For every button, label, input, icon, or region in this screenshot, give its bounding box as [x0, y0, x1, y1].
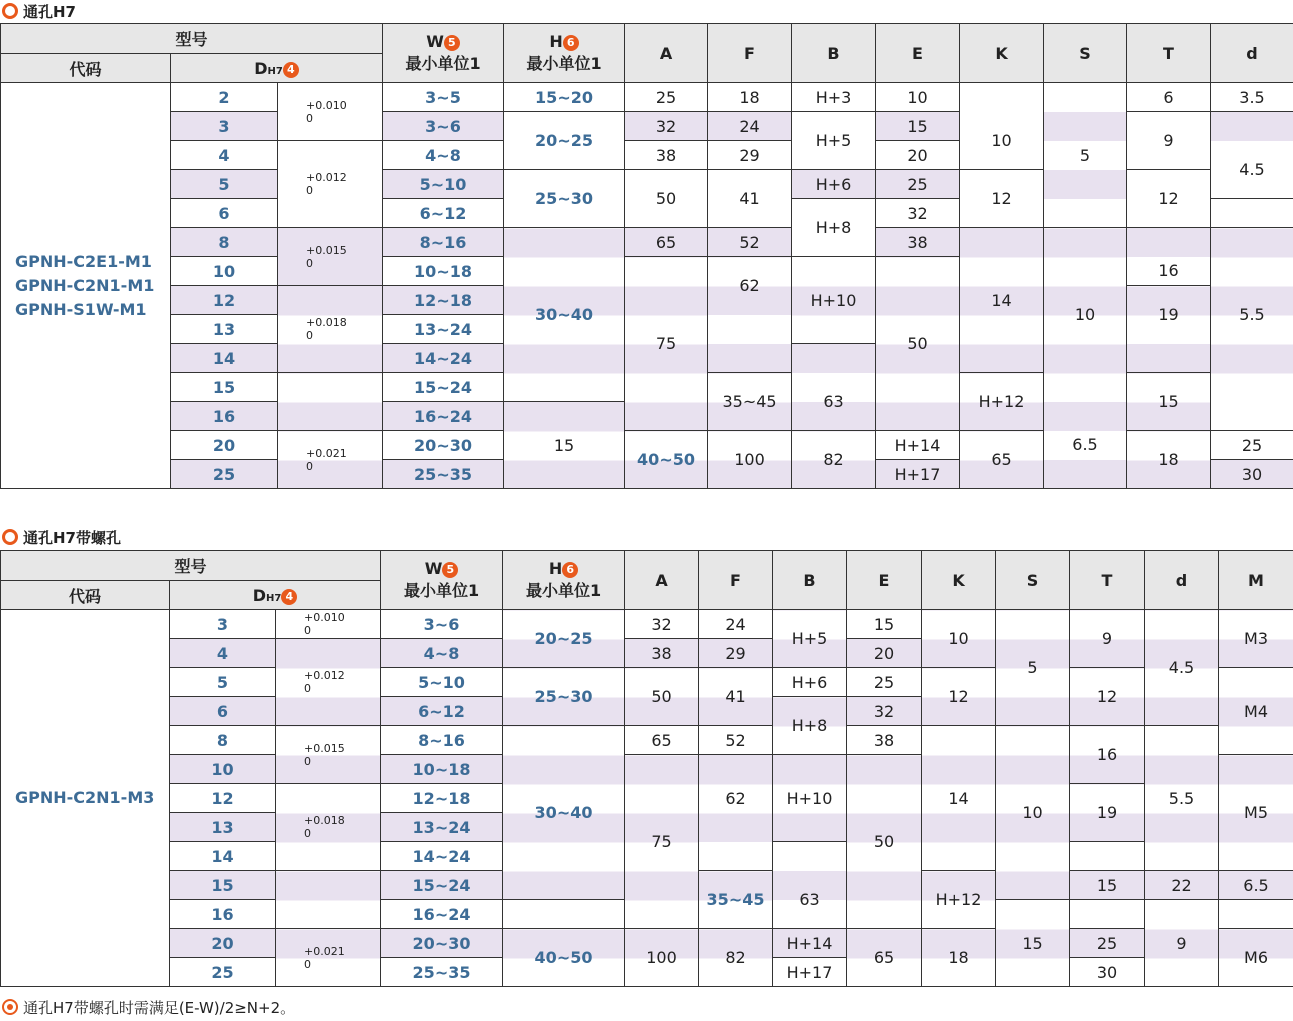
table-cell: 16~24 — [381, 900, 503, 929]
table-cell: 10 — [922, 610, 996, 668]
table-cell: 25 — [1211, 431, 1293, 460]
spec-table-2 — [0, 550, 1293, 987]
table-cell: 9 — [1127, 112, 1211, 170]
table-cell: 3~5 — [383, 83, 504, 112]
table-row — [1, 141, 1293, 170]
table-cell: 10 — [996, 726, 1070, 900]
table-cell: 50 — [847, 755, 922, 929]
section-bullet-icon — [2, 3, 18, 19]
table-cell: 10 — [171, 257, 278, 286]
table-cell: 12 — [170, 784, 276, 813]
table-cell: 30 — [1070, 958, 1145, 987]
table-cell — [1127, 228, 1211, 257]
table-cell: 10 — [960, 112, 1044, 170]
table-cell: 20~30 — [383, 431, 504, 460]
table-cell: 5 — [1044, 141, 1127, 170]
header-s: S — [1044, 24, 1127, 83]
table-cell: 4~8 — [381, 639, 503, 668]
table-cell: 13 — [171, 315, 278, 344]
table-cell: H+12 — [960, 373, 1044, 431]
table-cell: 10 — [1044, 228, 1127, 402]
table-cell: 25~30 — [503, 668, 625, 726]
note-badge-4: 4 — [283, 62, 299, 78]
table-cell: 15 — [504, 402, 625, 489]
tolerance-cell: +0.012 0 — [276, 639, 381, 726]
table-cell: 15 — [1127, 373, 1211, 431]
table-cell: 2 — [171, 83, 278, 112]
model-codes: GPNH-C2N1-M3 — [1, 610, 170, 987]
note-badge-6: 6 — [562, 562, 578, 578]
table-cell: 3~6 — [381, 610, 503, 639]
header-a: A — [625, 551, 699, 610]
table-cell: 75 — [625, 257, 708, 431]
header-f: F — [699, 551, 773, 610]
table-cell: 18 — [708, 83, 792, 112]
table-cell: 100 — [708, 431, 792, 489]
table-cell: 5 — [170, 668, 276, 697]
table-cell: 38 — [625, 639, 699, 668]
note-bullet-icon — [2, 999, 18, 1015]
table-cell: 14~24 — [383, 344, 504, 373]
table-cell: 25~35 — [383, 460, 504, 489]
table-cell: 41 — [699, 668, 773, 726]
table-row — [1, 929, 1293, 958]
table-cell: 5 — [996, 610, 1070, 726]
table-row — [1, 170, 1293, 199]
table-cell — [699, 842, 773, 871]
tolerance-cell: +0.021 0 — [278, 431, 383, 489]
table-cell: 38 — [625, 141, 708, 170]
table-cell: 6 — [1127, 83, 1211, 112]
header-code: 代码 — [1, 581, 170, 610]
table-cell: 20~30 — [381, 929, 503, 958]
table-cell: 14 — [170, 842, 276, 871]
table-cell: 20~25 — [503, 610, 625, 668]
table-cell: 32 — [876, 199, 960, 228]
table-cell: 25 — [847, 668, 922, 697]
table-cell: 20 — [170, 929, 276, 958]
table-cell: H+5 — [773, 610, 847, 668]
table-cell: 5~10 — [383, 170, 504, 199]
header-t: T — [1127, 24, 1211, 83]
table-cell: 25 — [1070, 929, 1145, 958]
table-cell: M5 — [1219, 755, 1293, 871]
table-cell: 3 — [171, 112, 278, 141]
table-cell: 19 — [1070, 784, 1145, 842]
table-cell: 16 — [1127, 257, 1211, 286]
table-cell — [1044, 170, 1127, 199]
table-cell: H+6 — [792, 170, 876, 199]
table-cell — [276, 871, 381, 929]
table-cell: 63 — [792, 373, 876, 431]
header-h: H 6 最小单位1 — [504, 24, 625, 83]
table-cell: 14 — [922, 726, 996, 871]
table-cell: 10 — [170, 755, 276, 784]
table-cell: 6 — [170, 697, 276, 726]
table-cell: 63 — [773, 871, 847, 929]
table-cell: 15 — [876, 112, 960, 141]
table-cell: 29 — [708, 141, 792, 170]
table-cell: H+14 — [876, 431, 960, 460]
table-cell: 16 — [1070, 726, 1145, 784]
table-cell — [708, 344, 792, 373]
table-cell: 24 — [699, 610, 773, 639]
tolerance-cell: +0.010 0 — [276, 610, 381, 639]
table-cell: 20 — [847, 639, 922, 668]
table-cell — [708, 315, 792, 344]
table-cell: 65 — [625, 726, 699, 755]
section1-title: 通孔H7 — [0, 0, 76, 22]
note-badge-6: 6 — [563, 35, 579, 51]
header-d: d — [1145, 551, 1219, 610]
table-cell: 16 — [171, 402, 278, 431]
table-cell: 5 — [171, 170, 278, 199]
table-cell: 25~30 — [504, 170, 625, 228]
header-e: E — [876, 24, 960, 83]
table-cell: 3.5 — [1211, 83, 1293, 112]
table-cell: 15 — [1070, 871, 1145, 900]
table-cell — [1070, 900, 1145, 929]
table-cell: 40~50 — [503, 929, 625, 987]
table-cell: 5~10 — [381, 668, 503, 697]
table-cell: 32 — [625, 610, 699, 639]
footnote: 通孔H7带螺孔时需满足(E-W)/2≥N+2。 — [0, 996, 295, 1018]
table-cell: 8 — [170, 726, 276, 755]
table-cell: 35~45 — [708, 373, 792, 431]
table-cell: 82 — [792, 431, 876, 489]
table-cell: 18 — [922, 929, 996, 987]
header-k: K — [922, 551, 996, 610]
table-cell: 8~16 — [381, 726, 503, 755]
table-cell — [773, 842, 847, 871]
tolerance-cell: +0.015 0 — [278, 228, 383, 286]
table-cell: 38 — [847, 726, 922, 755]
table-cell: M4 — [1219, 668, 1293, 755]
table-cell: 25 — [625, 83, 708, 112]
table-cell: 14~24 — [381, 842, 503, 871]
table-cell: 12 — [960, 170, 1044, 228]
table-cell — [960, 83, 1044, 112]
table-cell: 20~25 — [504, 112, 625, 170]
table-cell: 15~20 — [504, 83, 625, 112]
header-d: d — [1211, 24, 1293, 83]
table-cell: 32 — [625, 112, 708, 141]
spec-table-1 — [0, 23, 1293, 489]
table-cell: 6~12 — [381, 697, 503, 726]
table-cell: 52 — [699, 726, 773, 755]
tolerance-cell: +0.018 0 — [278, 286, 383, 373]
table-cell: 12~18 — [383, 286, 504, 315]
table-row — [1, 228, 1293, 257]
table-cell: M6 — [1219, 929, 1293, 987]
table-cell: 10~18 — [381, 755, 503, 784]
header-dh7: DH7 4 — [171, 54, 383, 83]
table-cell: M3 — [1219, 610, 1293, 668]
table-cell: 14 — [960, 228, 1044, 373]
tolerance-cell: +0.021 0 — [276, 929, 381, 987]
table-cell: 19 — [1127, 286, 1211, 344]
table-row — [1, 726, 1293, 755]
table-cell: H+5 — [792, 112, 876, 170]
table-cell: H+10 — [792, 257, 876, 344]
table-cell: 30~40 — [504, 228, 625, 402]
table-cell — [503, 900, 625, 929]
table-cell: H+6 — [773, 668, 847, 697]
table-cell: 50 — [876, 257, 960, 431]
header-a: A — [625, 24, 708, 83]
header-w: W 5 最小单位1 — [381, 551, 503, 610]
table-cell: 12 — [171, 286, 278, 315]
table-cell: 16 — [170, 900, 276, 929]
table-cell — [278, 373, 383, 431]
table-cell: 8 — [171, 228, 278, 257]
table-cell: 100 — [625, 929, 699, 987]
table-cell: 4.5 — [1145, 610, 1219, 726]
header-b: B — [773, 551, 847, 610]
section2-title: 通孔H7带螺孔 — [0, 526, 121, 548]
table-cell: 6 — [171, 199, 278, 228]
table-cell: 38 — [876, 228, 960, 257]
table-cell: 5.5 — [1211, 228, 1293, 402]
table-cell: 25 — [171, 460, 278, 489]
table-cell: 15 — [847, 610, 922, 639]
table-cell: 4~8 — [383, 141, 504, 170]
table-cell: 29 — [699, 639, 773, 668]
table-cell: 6.5 — [1044, 402, 1127, 489]
table-cell — [1211, 112, 1293, 141]
table-cell — [1127, 344, 1211, 373]
table-cell: 18 — [1127, 431, 1211, 489]
section-bullet-icon — [2, 529, 18, 545]
table-cell: 25 — [170, 958, 276, 987]
table-cell: 15~24 — [383, 373, 504, 402]
table-row — [1, 610, 1293, 639]
table-cell: 10~18 — [383, 257, 504, 286]
table-cell: 40~50 — [625, 431, 708, 489]
table-cell: 30 — [1211, 460, 1293, 489]
table-cell: 15 — [170, 871, 276, 900]
table-cell: 65 — [625, 228, 708, 257]
table-cell: 50 — [625, 170, 708, 228]
table-cell: 9 — [1145, 900, 1219, 987]
header-model: 型号 — [1, 551, 381, 581]
tolerance-cell: +0.018 0 — [276, 784, 381, 871]
header-model: 型号 — [1, 24, 383, 54]
table-cell: 25~35 — [381, 958, 503, 987]
note-badge-4: 4 — [281, 589, 297, 605]
note-badge-5: 5 — [442, 562, 458, 578]
table-cell: 12 — [1127, 170, 1211, 228]
table-cell — [1044, 83, 1127, 112]
table-cell: 20 — [171, 431, 278, 460]
table-cell: H+14 — [773, 929, 847, 958]
table-cell: 22 — [1145, 871, 1219, 900]
table-cell: 15~24 — [381, 871, 503, 900]
table-cell: 15 — [171, 373, 278, 402]
table-cell: 13~24 — [383, 315, 504, 344]
table-cell: 12 — [1070, 668, 1145, 726]
table-cell: 10 — [876, 83, 960, 112]
table-cell — [792, 344, 876, 373]
table-cell: H+8 — [792, 199, 876, 257]
table-cell: 9 — [1070, 610, 1145, 668]
header-m: M — [1219, 551, 1293, 610]
header-dh7: DH7 4 — [170, 581, 381, 610]
table-cell: 15 — [996, 900, 1070, 987]
table-cell: 4 — [171, 141, 278, 170]
table-cell: 13~24 — [381, 813, 503, 842]
table-row — [1, 112, 1293, 141]
table-cell: 41 — [708, 170, 792, 228]
header-t: T — [1070, 551, 1145, 610]
header-s: S — [996, 551, 1070, 610]
table-cell: 32 — [847, 697, 922, 726]
table-cell: 5.5 — [1145, 726, 1219, 871]
table-cell — [1070, 842, 1145, 871]
table-cell: 75 — [625, 755, 699, 929]
header-f: F — [708, 24, 792, 83]
table-cell: H+12 — [922, 871, 996, 929]
header-w: W 5 最小单位1 — [383, 24, 504, 83]
table-cell: H+3 — [792, 83, 876, 112]
table-cell: 3~6 — [383, 112, 504, 141]
table-cell: 25 — [876, 170, 960, 199]
table-cell: 16~24 — [383, 402, 504, 431]
tolerance-cell: +0.012 0 — [278, 141, 383, 228]
table-cell: H+17 — [773, 958, 847, 987]
table-cell: 4 — [170, 639, 276, 668]
note-badge-5: 5 — [444, 35, 460, 51]
table-cell: 62 — [699, 755, 773, 842]
table-cell: H+10 — [773, 755, 847, 842]
table-cell: 12 — [922, 668, 996, 726]
table-cell: 50 — [625, 668, 699, 726]
table-cell: 3 — [170, 610, 276, 639]
table-cell: H+8 — [773, 697, 847, 755]
table-cell: 82 — [699, 929, 773, 987]
table-cell — [1219, 900, 1293, 929]
table-cell — [1044, 112, 1127, 141]
header-h: H 6 最小单位1 — [503, 551, 625, 610]
table-cell: 4.5 — [1211, 141, 1293, 199]
table-cell: 13 — [170, 813, 276, 842]
table-cell — [1044, 199, 1127, 228]
model-codes: GPNH-C2E1-M1 GPNH-C2N1-M1 GPNH-S1W-M1 — [1, 83, 171, 489]
table-cell: 6~12 — [383, 199, 504, 228]
header-code: 代码 — [1, 54, 171, 83]
table-cell: 6.5 — [1219, 871, 1293, 900]
table-cell: 52 — [708, 228, 792, 257]
table-cell: 14 — [171, 344, 278, 373]
table-cell: 65 — [960, 431, 1044, 489]
header-b: B — [792, 24, 876, 83]
table-cell: 24 — [708, 112, 792, 141]
tolerance-cell: +0.010 0 — [278, 83, 383, 141]
table-cell: 30~40 — [503, 726, 625, 900]
table-cell: 65 — [847, 929, 922, 987]
table-row — [1, 83, 1293, 112]
table-cell: 12~18 — [381, 784, 503, 813]
table-cell: 62 — [708, 257, 792, 315]
tolerance-cell: +0.015 0 — [276, 726, 381, 784]
table-cell: 20 — [876, 141, 960, 170]
table-cell — [1211, 199, 1293, 228]
table-row — [1, 668, 1293, 697]
header-k: K — [960, 24, 1044, 83]
table-cell: 8~16 — [383, 228, 504, 257]
header-e: E — [847, 551, 922, 610]
table-cell: 35~45 — [699, 871, 773, 929]
table-cell: H+17 — [876, 460, 960, 489]
